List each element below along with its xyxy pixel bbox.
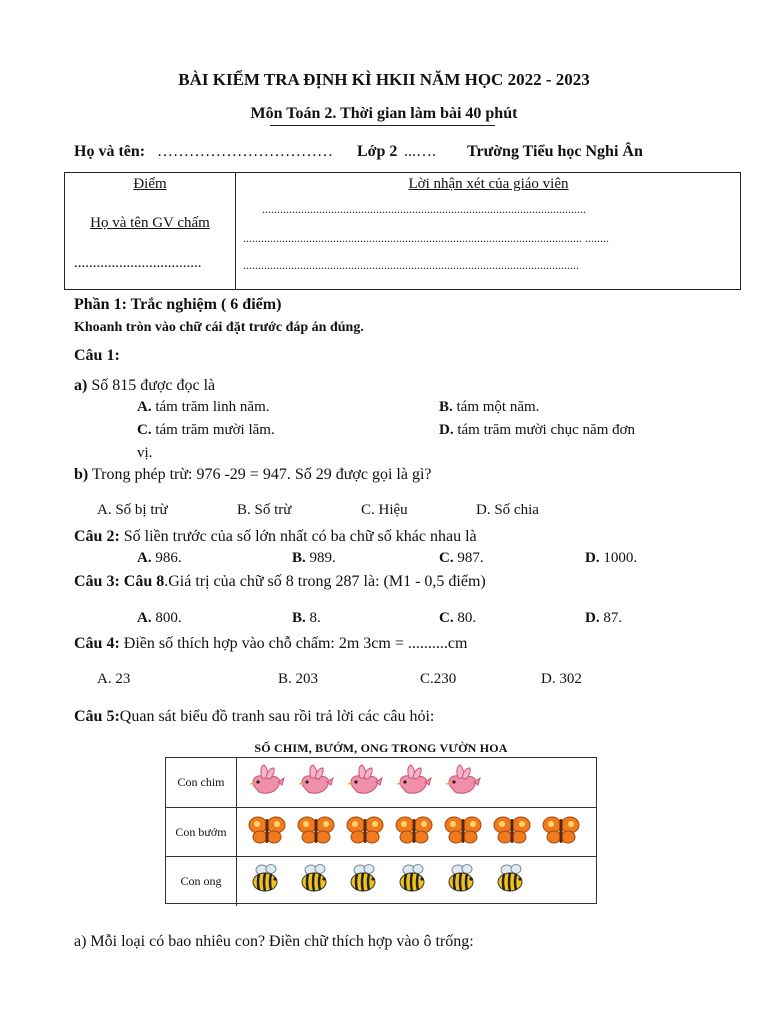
comment-line-1[interactable]: ............................................................................................................ [262,202,586,216]
q3-option[interactable] [137,610,182,627]
option-letter: A. [137,399,152,415]
bee-icon [444,861,484,901]
school-name: Trường Tiểu học Nghi Ân [467,143,643,160]
bird-icon [346,762,386,802]
comment-line-2[interactable]: ................................................................................................................. ........ [243,231,609,245]
option-letter: D. [585,550,600,566]
q4-option[interactable]: C.230 [420,671,457,687]
class-label: Lớp 2 [357,143,398,160]
score-box [64,172,741,290]
q1a-text: Số 815 được đọc là [87,377,216,394]
comment-cell [236,173,741,290]
q3-option[interactable] [439,610,476,627]
option-letter: B. [292,610,306,626]
chart-row [166,758,596,807]
q1a-option[interactable] [439,399,539,416]
option-text: 1000. [599,550,638,566]
chart-row-label: Con chim [166,758,237,807]
comment-line-3[interactable]: ................................................................................................................ [243,258,579,272]
chart-row-label: Con ong [166,857,237,906]
bee-icon [346,861,386,901]
chart-row [166,856,596,906]
butterfly-icon [444,812,484,852]
q1a-option-continuation: vị. [137,445,153,461]
q1a-option[interactable] [137,399,269,416]
q1a-prompt [74,377,215,395]
q4-text: Điền số thích hợp vào chỗ chấm: 2m 3cm = ..........cm [119,635,468,652]
option-text: tám trăm mười chục năm đơn [453,422,636,438]
bee-icon [248,861,288,901]
q2-option[interactable] [439,550,484,567]
butterfly-icon [346,812,386,852]
option-text: 989. [305,550,336,566]
grader-field[interactable]: .................................. [74,255,202,271]
option-text: 87. [599,610,623,626]
q1-label: Câu 1: [74,347,120,364]
q1b-text: Trong phép trừ: 976 -29 = 947. Số 29 được gọi là gì? [88,466,432,483]
chart-row [166,807,596,857]
bird-icon [395,762,435,802]
q2-option[interactable] [292,550,336,567]
subtitle-underline [270,125,495,126]
bee-icon [395,861,435,901]
q1b-option[interactable]: A. Số bị trừ [97,502,168,518]
q4-option[interactable]: D. 302 [541,671,582,687]
q1b-prompt [74,466,432,484]
q1a-letter: a) [74,377,88,394]
q3-option[interactable] [292,610,321,627]
q3-prompt [74,573,486,591]
butterfly-icon [542,812,582,852]
butterfly-icon [297,812,337,852]
q3-option[interactable] [585,610,622,627]
bird-icon [297,762,337,802]
q4-option[interactable]: A. 23 [97,671,131,687]
student-name-label: Họ và tên: [74,143,146,160]
score-cell [65,173,236,290]
option-letter: D. [439,422,454,438]
grader-label: Họ và tên GV chấm [90,215,210,231]
option-letter: D. [585,610,600,626]
option-text: 8. [305,610,321,626]
butterfly-icon [493,812,533,852]
picture-chart [165,757,597,904]
q1b-option[interactable]: B. Số trừ [237,502,292,518]
option-letter: C. [439,610,454,626]
part1-heading: Phần 1: Trắc nghiệm ( 6 điểm) [74,296,282,313]
option-text: 800. [151,610,182,626]
butterfly-icon [248,812,288,852]
q1b-letter: b) [74,466,89,483]
option-text: 987. [453,550,484,566]
q2-prompt [74,528,477,546]
q4-prompt [74,635,467,653]
bee-icon [297,861,337,901]
exam-subtitle: Môn Toán 2. Thời gian làm bài 40 phút [250,105,518,122]
exam-title: BÀI KIỂM TRA ĐỊNH KÌ HKII NĂM HỌC 2022 - 2023 [178,70,590,89]
chart-row-label: Con bướm [166,808,237,857]
option-letter: A. [137,610,152,626]
q3-text: .Giá trị của chữ số 8 trong 287 là: (M1 - 0,5 điểm) [164,573,486,590]
option-text: 986. [151,550,182,566]
score-label: Điểm [133,176,167,192]
butterfly-icon [395,812,435,852]
student-name-field[interactable]: …………………………… [157,143,333,160]
q5-prompt [74,708,434,726]
option-letter: B. [292,550,306,566]
chart-title: SỐ CHIM, BƯỚM, ONG TRONG VƯỜN HOA [254,741,508,755]
q2-option[interactable] [585,550,637,567]
class-field[interactable]: ...…. [404,143,436,160]
option-letter: A. [137,550,152,566]
q5a-prompt: a) Mỗi loại có bao nhiêu con? Điền chữ thích hợp vào ô trống: [74,933,474,950]
q4-option[interactable]: B. 203 [278,671,319,687]
part1-instruction: Khoanh tròn vào chữ cái đặt trước đáp án đúng. [74,320,364,335]
option-text: tám một năm. [452,399,540,415]
comment-label: Lời nhận xét của giáo viên [408,176,569,192]
q2-text: Số liền trước của số lớn nhất có ba chữ số khác nhau là [119,528,477,545]
bird-icon [444,762,484,802]
option-letter: C. [439,550,454,566]
q5-label: Câu 5: [74,708,120,725]
q2-label: Câu 2: [74,528,120,545]
option-text: tám trăm linh năm. [151,399,270,415]
option-letter: B. [439,399,453,415]
option-letter: C. [137,422,152,438]
bee-icon [493,861,533,901]
q4-label: Câu 4: [74,635,120,652]
q1a-option[interactable] [439,422,635,439]
option-text: 80. [453,610,477,626]
q1b-option[interactable]: D. Số chia [476,502,539,518]
q1a-option[interactable] [137,422,275,439]
q2-option[interactable] [137,550,182,567]
q3-label: Câu 3: Câu 8 [74,573,165,590]
q5-text: Quan sát biểu đồ tranh sau rồi trả lời các câu hỏi: [119,708,435,725]
bird-icon [248,762,288,802]
option-text: tám trăm mười lăm. [151,422,275,438]
q1b-option[interactable]: C. Hiệu [361,502,408,518]
